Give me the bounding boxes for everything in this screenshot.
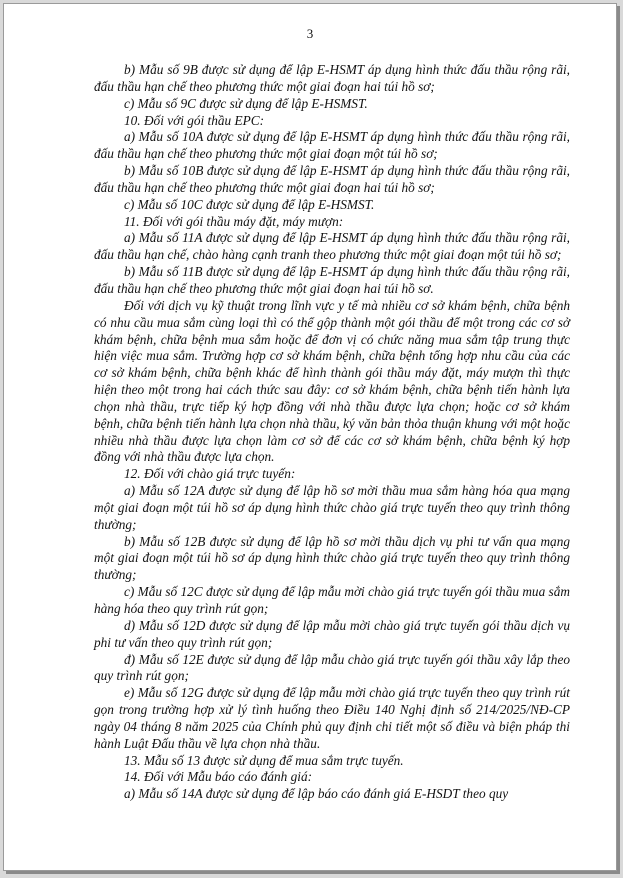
paragraph: a) Mẫu số 11A được sử dụng để lập E-HSMT áp dụng hình thức đấu thầu rộng rãi, đấu thầu hạn chế, chào hàng cạnh tranh theo phương thức một giai đoạn một túi hồ sơ; <box>94 230 570 263</box>
document-page <box>3 3 617 871</box>
page-body <box>94 62 570 803</box>
paragraph: c) Mẫu số 12C được sử dụng để lập mẫu mời chào giá trực tuyến gói thầu mua sắm hàng hóa theo quy trình rút gọn; <box>94 584 570 616</box>
paragraph: Đối với dịch vụ kỹ thuật trong lĩnh vực y tế mà nhiều cơ sở khám bệnh, chữa bệnh có nhu cầu mua sắm cùng loại thì có thể gộp thành một gói thầu để một trong các cơ sở khám bệnh, chữa bệnh mua sắm hoặc để đơn vị có chức năng mua sắm tập trung thực hiện việc mua sắm. Trường hợp cơ sở khám bệnh, chữa bệnh tổng hợp nhu cầu của các cơ sở khám bệnh, chữa bệnh khác để hình thành gói thầu máy đặt, máy mượn thì thực hiện theo một trong hai cách thức sau đây: cơ sở khám bệnh, chữa bệnh tiến hành lựa chọn nhà thầu, trực tiếp ký hợp đồng với nhà thầu được lựa chọn; hoặc cơ sở khám bệnh, chữa bệnh tiến hành lựa chọn nhà thầu, ký văn bản thỏa thuận khung với một hoặc nhiều nhà thầu được lựa chọn làm cơ sở để các cơ sở khám bệnh, chữa bệnh ký hợp đồng với nhà thầu được lựa chọn. <box>94 297 570 465</box>
paragraph: c) Mẫu số 9C được sử dụng để lập E-HSMST. <box>124 95 368 111</box>
paragraph: c) Mẫu số 10C được sử dụng để lập E-HSMST. <box>124 196 375 212</box>
paragraph: e) Mẫu số 12G được sử dụng để lập mẫu mời chào giá trực tuyến theo quy trình rút gọn trong trường hợp xử lý tình huống theo Điều 140 Nghị định số 214/2025/NĐ-CP ngày 04 tháng 8 năm 2025 của Chính phủ quy định chi tiết một số điều và biện pháp thi hành Luật Đấu thầu về lựa chọn nhà thầu. <box>94 685 570 751</box>
paragraph: a) Mẫu số 14A được sử dụng để lập báo cáo đánh giá E-HSDT theo quy <box>124 786 509 802</box>
paragraph: b) Mẫu số 11B được sử dụng để lập E-HSMT áp dụng hình thức đấu thầu rộng rãi, đấu thầu hạn chế theo phương thức một giai đoạn hai túi hồ sơ. <box>94 264 570 296</box>
section-heading: 10. Đối với gói thầu EPC: <box>124 112 265 128</box>
paragraph: d) Mẫu số 12D được sử dụng để lập mẫu mời chào giá trực tuyến gói thầu dịch vụ phi tư vấn theo quy trình rút gọn; <box>94 617 570 650</box>
paragraph: đ) Mẫu số 12E được sử dụng để lập mẫu chào giá trực tuyến gói thầu xây lắp theo quy trình rút gọn; <box>94 651 570 684</box>
section-heading: 13. Mẫu số 13 được sử dụng để mua sắm trực tuyến. <box>124 752 404 768</box>
section-heading: 11. Đối với gói thầu máy đặt, máy mượn: <box>124 213 344 229</box>
paragraph: a) Mẫu số 10A được sử dụng để lập E-HSMT áp dụng hình thức đấu thầu rộng rãi, đấu thầu hạn chế theo phương thức một giai đoạn một túi hồ sơ; <box>94 129 570 162</box>
paragraph: b) Mẫu số 12B được sử dụng để lập hồ sơ mời thầu dịch vụ phi tư vấn qua mạng một giai đoạn một túi hồ sơ áp dụng hình thức chào giá trực tuyến theo quy trình thông thường; <box>94 533 570 583</box>
section-heading: 12. Đối với chào giá trực tuyến: <box>124 466 296 482</box>
section-heading: 14. Đối với Mẫu báo cáo đánh giá: <box>124 769 313 785</box>
paragraph: b) Mẫu số 9B được sử dụng để lập E-HSMT áp dụng hình thức đấu thầu rộng rãi, đấu thầu hạn chế theo phương thức một giai đoạn hai túi hồ sơ; <box>94 62 570 94</box>
page-number: 3 <box>306 26 314 41</box>
paragraph: a) Mẫu số 12A được sử dụng để lập hồ sơ mời thầu mua sắm hàng hóa qua mạng một giai đoạn một túi hồ sơ áp dụng hình thức chào giá trực tuyến theo quy trình thông thường; <box>94 483 570 532</box>
paragraph: b) Mẫu số 10B được sử dụng để lập E-HSMT áp dụng hình thức đấu thầu rộng rãi, đấu thầu hạn chế theo phương thức một giai đoạn hai túi hồ sơ; <box>94 163 570 195</box>
